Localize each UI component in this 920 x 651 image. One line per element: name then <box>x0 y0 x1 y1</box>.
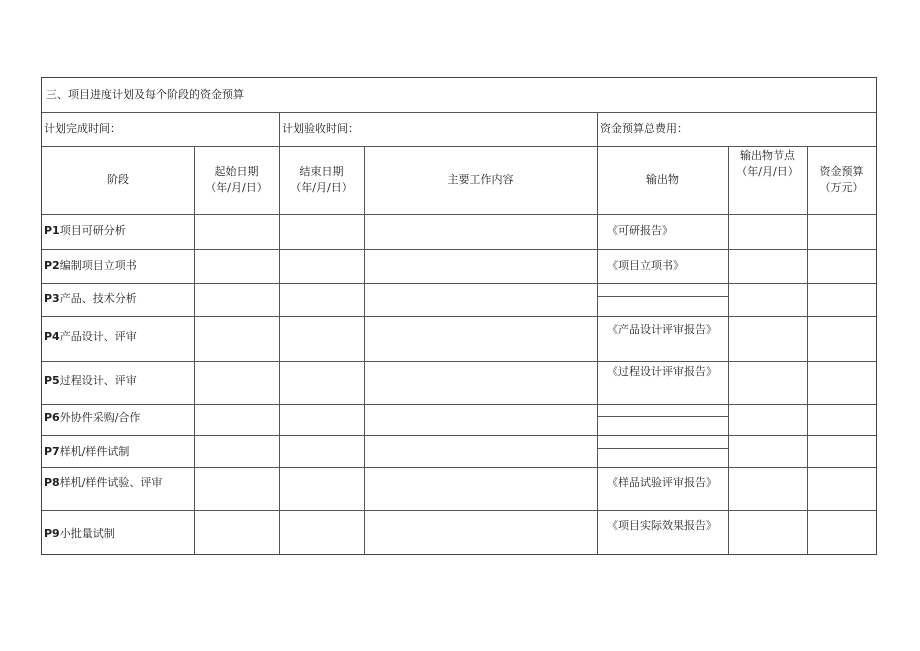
col-divider <box>597 146 598 554</box>
output-p8: 《样品试验评审报告》 <box>607 476 717 489</box>
header-end-date-format: （年/月/日） <box>290 181 353 194</box>
row-subdivider <box>597 416 728 417</box>
col-divider <box>194 146 195 554</box>
output-p4: 《产品设计评审报告》 <box>607 323 717 336</box>
row-subdivider <box>597 296 728 297</box>
stage-row-p9: P9小批量试制 <box>44 527 115 540</box>
output-p5: 《过程设计评审报告》 <box>607 365 717 378</box>
stage-row-p8: P8样机/样件试验、评审 <box>44 476 163 489</box>
header-budget-unit: （万元） <box>819 181 864 194</box>
col-divider <box>279 112 280 146</box>
col-divider <box>279 146 280 554</box>
row-subdivider <box>597 448 728 449</box>
stage-row-p5: P5过程设计、评审 <box>44 374 137 387</box>
row-divider <box>42 214 876 215</box>
row-divider <box>42 283 876 284</box>
row-divider <box>42 510 876 511</box>
header-budget: 资金预算 <box>819 165 864 178</box>
plan-accept-label: 计划验收时间： <box>282 122 359 135</box>
stage-row-p2: P2编制项目立项书 <box>44 259 137 272</box>
stage-row-p3: P3产品、技术分析 <box>44 292 137 305</box>
col-divider <box>364 146 365 554</box>
header-end-date: 结束日期 <box>299 165 344 178</box>
row-divider <box>42 146 876 147</box>
col-divider <box>597 112 598 146</box>
header-stage: 阶段 <box>107 173 129 186</box>
stage-row-p7: P7样机/样件试制 <box>44 445 130 458</box>
header-output-node: 输出物节点 <box>740 149 795 162</box>
header-start-date: 起始日期 <box>214 165 259 178</box>
row-divider <box>42 249 876 250</box>
output-p2: 《项目立项书》 <box>607 259 684 272</box>
row-divider <box>42 112 876 113</box>
progress-budget-table <box>41 77 877 555</box>
plan-complete-label: 计划完成时间： <box>44 122 121 135</box>
row-divider <box>42 435 876 436</box>
header-output-node-format: （年/月/日） <box>736 165 799 178</box>
header-work-content: 主要工作内容 <box>447 173 514 186</box>
stage-row-p4: P4产品设计、评审 <box>44 330 137 343</box>
section-title: 三、项目进度计划及每个阶段的资金预算 <box>46 88 244 101</box>
col-divider <box>728 146 729 554</box>
row-divider <box>42 467 876 468</box>
header-start-date-format: （年/月/日） <box>205 181 268 194</box>
col-divider <box>807 146 808 554</box>
output-p1: 《可研报告》 <box>607 224 673 237</box>
row-divider <box>42 361 876 362</box>
row-divider <box>42 316 876 317</box>
output-p9: 《项目实际效果报告》 <box>607 519 717 532</box>
row-divider <box>42 404 876 405</box>
budget-total-label: 资金预算总费用： <box>600 122 688 135</box>
stage-row-p1: P1项目可研分析 <box>44 224 126 237</box>
stage-row-p6: P6外协件采购/合作 <box>44 411 141 424</box>
header-output: 输出物 <box>646 173 679 186</box>
